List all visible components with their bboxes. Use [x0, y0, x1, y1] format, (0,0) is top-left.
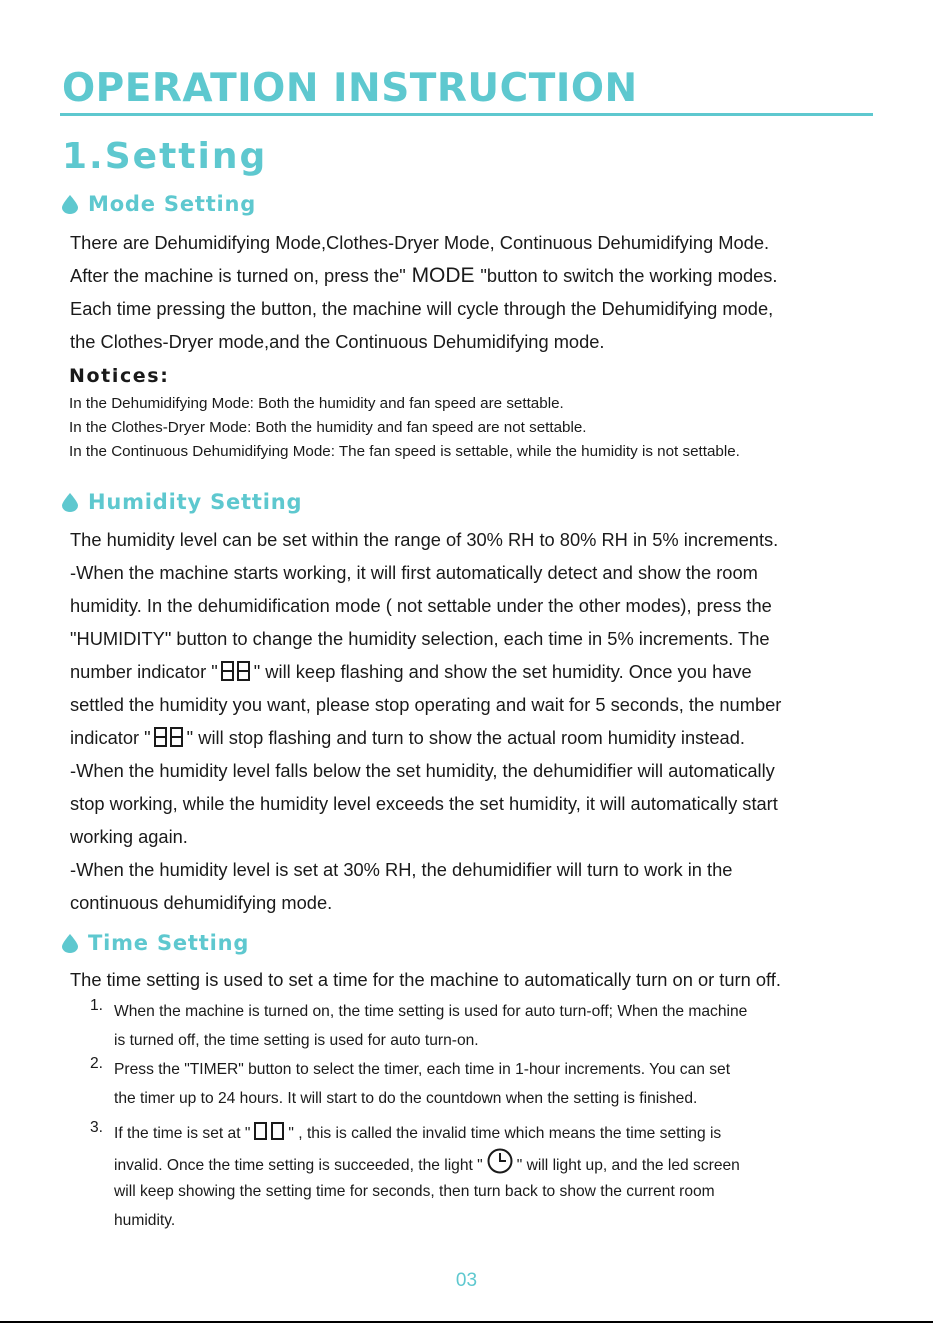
seven-segment-88-icon	[220, 660, 252, 682]
humidity-line: -When the machine starts working, it will first automatically detect and show the room	[70, 562, 758, 583]
humidity-line: -When the humidity level falls below the set humidity, the dehumidifier will automatically	[70, 760, 775, 781]
list-item	[90, 1055, 747, 1113]
humidity-line: -When the humidity level is set at 30% RH, the dehumidifier will turn to work in the	[70, 859, 733, 880]
time-intro: The time setting is used to set a time for the machine to automatically turn on or turn off.	[70, 969, 781, 990]
humidity-setting-heading-text: Humidity Setting	[88, 490, 303, 514]
water-drop-icon	[62, 934, 78, 953]
mode-line-4: the Clothes-Dryer mode,and the Continuous Dehumidifying mode.	[70, 331, 605, 352]
time-setting-heading-text: Time Setting	[88, 931, 250, 955]
humidity-line: continuous dehumidifying mode.	[70, 892, 333, 913]
mode-setting-heading	[62, 192, 256, 216]
list-item-line: the timer up to 24 hours. It will start to do the countdown when the setting is finished.	[114, 1090, 698, 1107]
mode-paragraph	[70, 226, 778, 358]
seven-segment-00-icon	[252, 1120, 286, 1142]
clock-icon	[485, 1148, 515, 1174]
humidity-paragraph	[70, 523, 781, 919]
list-item-line: invalid. Once the time setting is succeeded, the light " " will light up, and the led screen	[114, 1148, 740, 1177]
list-item-line: If the time is set at " " , this is called the invalid time which means the time setting is	[114, 1119, 740, 1148]
humidity-line: indicator " " will stop flashing and turn to show the actual room humidity instead.	[70, 727, 745, 748]
list-item-line: Press the "TIMER" button to select the timer, each time in 1-hour increments. You can set	[114, 1061, 731, 1078]
notices-list	[69, 392, 740, 464]
list-item-line: is turned off, the time setting is used for auto turn-on.	[114, 1032, 479, 1049]
humidity-line: settled the humidity you want, please stop operating and wait for 5 seconds, the number	[70, 694, 782, 715]
time-list	[90, 997, 747, 1235]
humidity-line: number indicator " " will keep flashing and show the set humidity. Once you have	[70, 661, 752, 682]
seven-segment-88-icon	[153, 726, 185, 748]
notice-item: In the Dehumidifying Mode: Both the humidity and fan speed are settable.	[69, 395, 564, 412]
mode-line-1: There are Dehumidifying Mode,Clothes-Dryer Mode, Continuous Dehumidifying Mode.	[70, 232, 770, 253]
section-title: 1.Setting	[62, 136, 268, 177]
humidity-line: stop working, while the humidity level exceeds the set humidity, it will automatically start	[70, 793, 778, 814]
mode-key-label: MODE	[405, 264, 481, 287]
list-item-number: 3.	[90, 1119, 104, 1136]
list-item-number: 2.	[90, 1055, 104, 1072]
humidity-line: The humidity level can be set within the range of 30% RH to 80% RH in 5% increments.	[70, 529, 779, 550]
list-item-line: will keep showing the setting time for seconds, then turn back to show the current room	[114, 1183, 715, 1200]
page-header-title: OPERATION INSTRUCTION	[62, 66, 638, 111]
humidity-line: humidity. In the dehumidification mode ( not settable under the other modes), press the	[70, 595, 772, 616]
humidity-line: "HUMIDITY" button to change the humidity selection, each time in 5% increments. The	[70, 628, 770, 649]
water-drop-icon	[62, 493, 78, 512]
notice-item: In the Clothes-Dryer Mode: Both the humidity and fan speed are not settable.	[69, 419, 587, 436]
page-bottom-border	[0, 1321, 933, 1323]
list-item	[90, 997, 747, 1055]
mode-line-2: After the machine is turned on, press the" MODE "button to switch the working modes.	[70, 264, 778, 287]
time-setting-heading	[62, 931, 249, 955]
humidity-setting-heading	[62, 490, 302, 514]
list-item	[90, 1119, 747, 1235]
water-drop-icon	[62, 195, 78, 214]
list-item-line: humidity.	[114, 1212, 176, 1229]
notices-heading: Notices:	[69, 365, 170, 387]
notice-item: In the Continuous Dehumidifying Mode: The fan speed is settable, while the humidity is not settable.	[69, 443, 740, 460]
humidity-line: working again.	[70, 826, 188, 847]
page-number: 03	[455, 1270, 478, 1291]
header-divider	[60, 113, 873, 116]
mode-line-3: Each time pressing the button, the machine will cycle through the Dehumidifying mode,	[70, 298, 774, 319]
mode-setting-heading-text: Mode Setting	[88, 192, 257, 216]
list-item-line: When the machine is turned on, the time setting is used for auto turn-off; When the machine	[114, 1003, 748, 1020]
list-item-number: 1.	[90, 997, 104, 1014]
